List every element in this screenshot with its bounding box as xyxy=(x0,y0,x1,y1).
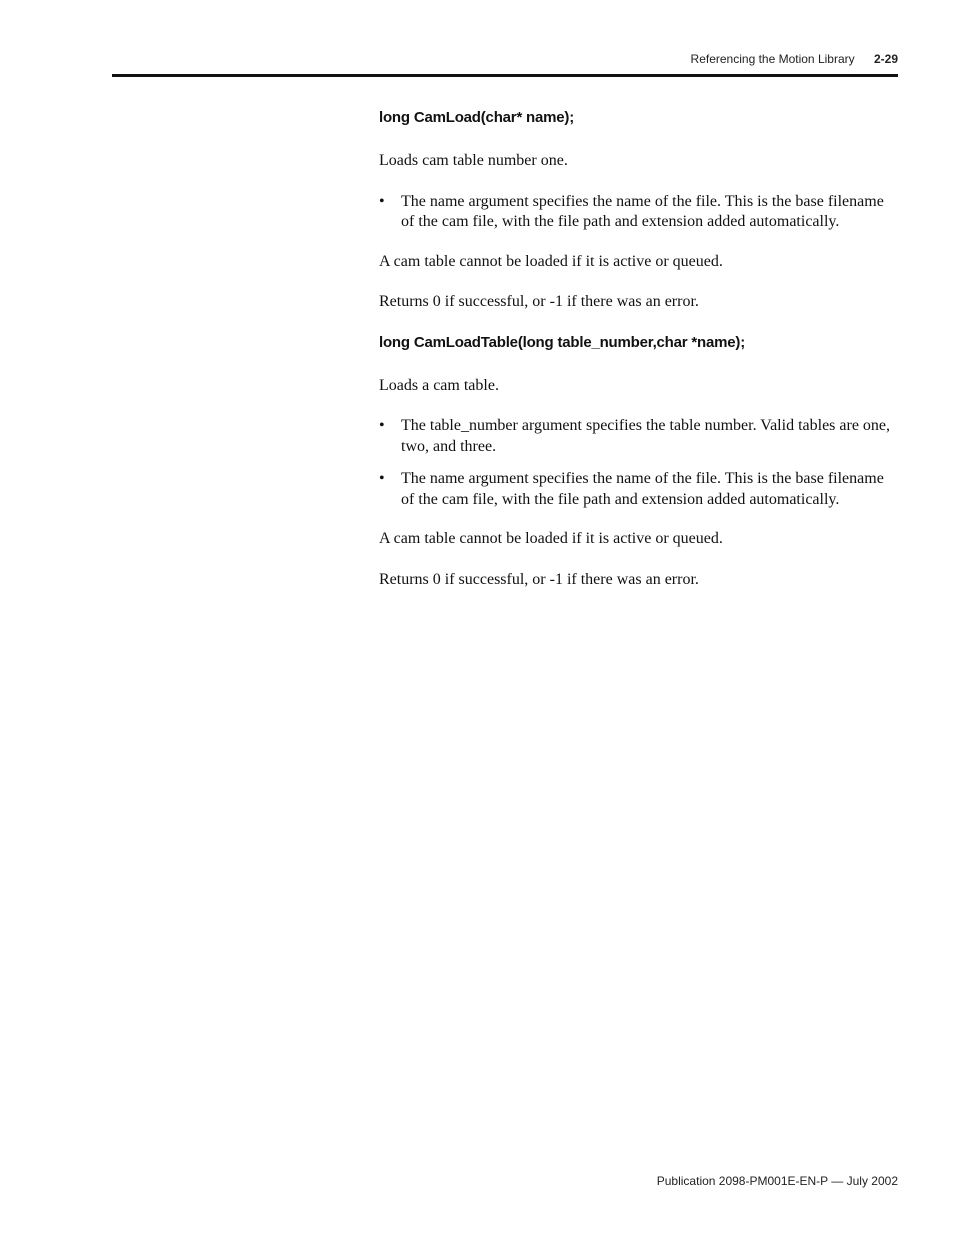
argument-list xyxy=(379,416,899,510)
list-item: • The name argument specifies the name of the file. This is the base filename of the cam file, with the file path and extension added automatically. xyxy=(379,192,899,233)
publication-footer: Publication 2098-PM001E-EN-P — July 2002 xyxy=(656,1174,898,1188)
function-returns: Returns 0 if successful, or -1 if there was an error. xyxy=(379,293,699,310)
header-rule xyxy=(112,74,898,77)
running-header xyxy=(691,52,898,66)
page-content xyxy=(379,108,899,590)
header-section-title: Referencing the Motion Library xyxy=(690,52,855,66)
list-item: • The name argument specifies the name of the file. This is the base filename of the cam file, with the file path and extension added automatically. xyxy=(379,469,899,510)
function-signature: long CamLoadTable(long table_number,char *name); xyxy=(379,333,746,351)
argument-list xyxy=(379,192,899,233)
function-signature: long CamLoad(char* name); xyxy=(379,109,575,126)
function-description: Loads cam table number one. xyxy=(379,152,568,169)
function-description: Loads a cam table. xyxy=(379,376,499,394)
function-note: A cam table cannot be loaded if it is active or queued. xyxy=(379,252,723,270)
list-item: • The table_number argument specifies the table number. Valid tables are one, two, and three. xyxy=(379,416,899,457)
function-section-camloadtable xyxy=(379,333,899,591)
page-number: 2-29 xyxy=(873,52,898,66)
function-section-camload xyxy=(379,108,899,313)
function-note: A cam table cannot be loaded if it is active or queued. xyxy=(379,530,723,547)
function-returns: Returns 0 if successful, or -1 if there was an error. xyxy=(379,570,699,588)
